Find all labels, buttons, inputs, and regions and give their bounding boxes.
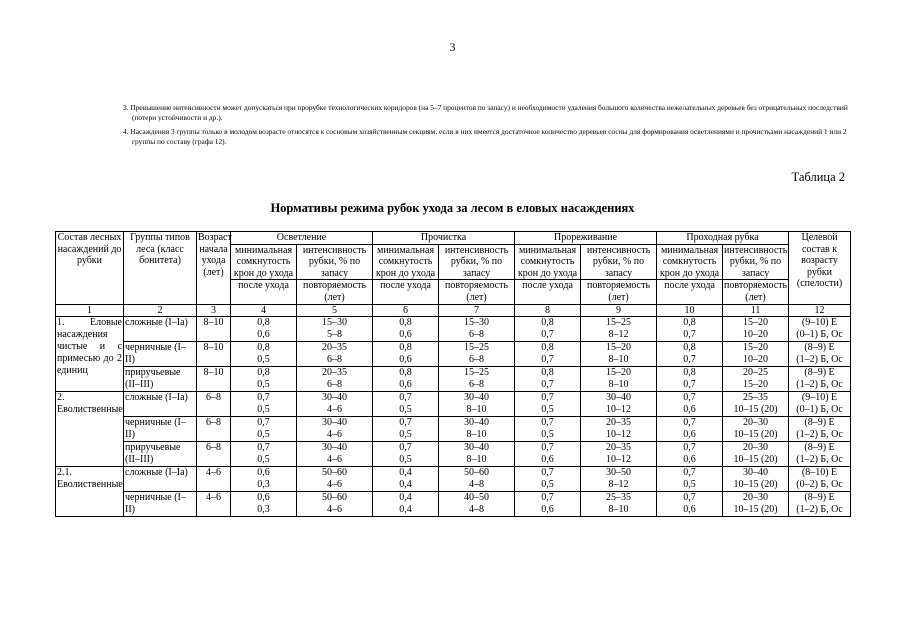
value-line: 50–60 (464, 466, 490, 478)
value-line: 0,8 (541, 366, 554, 378)
header-after-care: после ухода (231, 280, 297, 304)
start-age-cell: 8–10 (197, 316, 231, 341)
value-line: 10–15 (20) (733, 453, 778, 465)
value-line: 8–12 (608, 478, 629, 490)
value-cell-c6 (373, 441, 439, 466)
value-cell-c6 (373, 366, 439, 391)
forest-type-cell: сложные (I–Ia) (124, 466, 197, 491)
value-cell-c5 (297, 491, 373, 516)
header-intensity: интенсивность рубки, % по запасу (297, 244, 373, 280)
value-line: 0,5 (399, 453, 412, 465)
table-row (56, 316, 851, 341)
value-cell-c6 (373, 466, 439, 491)
table-body (56, 316, 851, 516)
value-line: 0,7 (683, 353, 696, 365)
table-row (56, 491, 851, 516)
column-number: 7 (439, 304, 515, 316)
value-line: 0,5 (257, 403, 270, 415)
value-cell-c7 (439, 366, 515, 391)
value-cell-c10 (657, 341, 723, 366)
column-number: 11 (723, 304, 789, 316)
header-composition: Состав лесных насаждений до рубки (56, 232, 124, 305)
value-line: 20–35 (606, 441, 632, 453)
column-number: 5 (297, 304, 373, 316)
start-age-cell: 4–6 (197, 466, 231, 491)
value-line: 0,6 (541, 453, 554, 465)
start-age-cell: 8–10 (197, 341, 231, 366)
value-line: (8–9) Е (804, 416, 835, 428)
value-cell-c9 (581, 316, 657, 341)
header-repeat: повторяемость (лет) (581, 280, 657, 304)
value-line: 0,6 (257, 466, 270, 478)
start-age-cell: 6–8 (197, 441, 231, 466)
value-line: 0,6 (683, 503, 696, 515)
value-line: 4–6 (327, 403, 342, 415)
value-line: 0,8 (683, 341, 696, 353)
value-cell-c10 (657, 366, 723, 391)
norms-table (55, 231, 851, 517)
value-cell-c11 (723, 491, 789, 516)
value-line: 8–10 (608, 503, 629, 515)
value-line: 0,8 (683, 366, 696, 378)
value-line: 15–20 (743, 341, 769, 353)
value-line: 30–40 (322, 391, 347, 403)
column-number: 12 (789, 304, 851, 316)
value-line: (9–10) Е (801, 391, 838, 403)
header-after-care: после ухода (515, 280, 581, 304)
value-line: 10–20 (743, 353, 769, 365)
footnotes (120, 103, 860, 151)
value-cell-c4 (231, 491, 297, 516)
value-line: 30–40 (464, 441, 490, 453)
column-number: 8 (515, 304, 581, 316)
value-cell-c11 (723, 441, 789, 466)
value-line: 0,7 (683, 416, 696, 428)
value-cell-c7 (439, 441, 515, 466)
value-line: 4–8 (469, 478, 485, 490)
value-line: (8–10) Е (801, 466, 838, 478)
value-cell-c4 (231, 316, 297, 341)
value-cell-c11 (723, 416, 789, 441)
value-line: 6–8 (327, 378, 342, 390)
value-line: 0,7 (541, 441, 554, 453)
value-line: 0,6 (683, 453, 696, 465)
value-line: 25–35 (743, 391, 769, 403)
value-line: 5–8 (327, 328, 342, 340)
value-line: 20–35 (322, 366, 347, 378)
value-cell-c9 (581, 466, 657, 491)
value-line: (1–2) Б, Ос (796, 453, 843, 465)
column-number: 2 (124, 304, 197, 316)
value-line: 30–40 (322, 441, 347, 453)
value-cell-c7 (439, 466, 515, 491)
value-cell-c12 (789, 366, 851, 391)
value-line: 8–10 (466, 403, 487, 415)
value-cell-c4 (231, 366, 297, 391)
value-line: (1–2) Б, Ос (796, 503, 843, 515)
value-line: 0,6 (257, 491, 270, 503)
header-group-prohodnaya: Проходная рубка (657, 232, 789, 245)
value-line: 0,6 (541, 503, 554, 515)
composition-cell: 2. Еволиственные (56, 391, 124, 466)
value-cell-c4 (231, 466, 297, 491)
start-age-cell: 4–6 (197, 491, 231, 516)
value-cell-c6 (373, 391, 439, 416)
forest-type-cell: сложные (I–Ia) (124, 391, 197, 416)
header-min-density: минимальная сомкнутость крон до ухода (373, 244, 439, 280)
value-line: (0–1) Б, Ос (796, 403, 843, 415)
value-line: 0,7 (541, 328, 554, 340)
value-line: 6–8 (469, 328, 485, 340)
column-number: 3 (197, 304, 231, 316)
column-number: 10 (657, 304, 723, 316)
value-line: 15–20 (743, 378, 769, 390)
value-line: 0,4 (399, 466, 412, 478)
value-cell-c7 (439, 416, 515, 441)
value-line: 0,7 (541, 416, 554, 428)
header-repeat: повторяемость (лет) (297, 280, 373, 304)
value-line: (8–9) Е (804, 366, 835, 378)
value-cell-c6 (373, 316, 439, 341)
value-line: 20–30 (743, 416, 769, 428)
header-min-density: минимальная сомкнутость крон до ухода (515, 244, 581, 280)
value-cell-c8 (515, 441, 581, 466)
value-cell-c11 (723, 466, 789, 491)
value-cell-c12 (789, 391, 851, 416)
value-cell-c7 (439, 316, 515, 341)
header-min-density: минимальная сомкнутость крон до ухода (231, 244, 297, 280)
header-start-age: Возраст начала ухода (лет) (197, 232, 231, 305)
value-cell-c11 (723, 391, 789, 416)
header-group-prorezhivanie: Прореживание (515, 232, 657, 245)
value-cell-c7 (439, 491, 515, 516)
start-age-cell: 8–10 (197, 366, 231, 391)
value-cell-c11 (723, 341, 789, 366)
header-repeat: повторяемость (лет) (724, 280, 788, 303)
column-number: 9 (581, 304, 657, 316)
value-line: 0,7 (683, 391, 696, 403)
value-cell-c5 (297, 366, 373, 391)
value-cell-c12 (789, 416, 851, 441)
value-line: 0,7 (683, 441, 696, 453)
value-line: 4–8 (469, 503, 485, 515)
value-line: 0,7 (541, 391, 554, 403)
value-line: 15–25 (464, 366, 490, 378)
value-cell-c8 (515, 491, 581, 516)
value-line: 0,6 (399, 378, 412, 390)
value-line: 0,8 (257, 366, 270, 378)
column-number: 4 (231, 304, 297, 316)
value-cell-c10 (657, 316, 723, 341)
value-line: 0,8 (541, 316, 554, 328)
forest-type-cell: черничные (I–II) (124, 491, 197, 516)
value-cell-c10 (657, 491, 723, 516)
value-line: (0–1) Б, Ос (796, 328, 843, 340)
value-line: 8–10 (608, 378, 629, 390)
value-line: 20–35 (322, 341, 347, 353)
value-cell-c4 (231, 341, 297, 366)
header-group-osvetlenie: Осветление (231, 232, 373, 245)
value-line: 15–20 (606, 366, 632, 378)
value-cell-c5 (297, 466, 373, 491)
value-line: 0,7 (683, 378, 696, 390)
value-line: 6–8 (327, 353, 342, 365)
value-line: 10–15 (20) (733, 428, 778, 440)
value-cell-c9 (581, 491, 657, 516)
value-line: 4–6 (327, 478, 342, 490)
value-line: 0,8 (399, 316, 412, 328)
value-cell-c4 (231, 441, 297, 466)
value-cell-c8 (515, 466, 581, 491)
value-line: 0,7 (541, 378, 554, 390)
value-line: 0,5 (399, 403, 412, 415)
value-cell-c7 (439, 341, 515, 366)
value-cell-c11 (723, 366, 789, 391)
value-line: (8–9) Е (804, 491, 835, 503)
forest-type-cell: сложные (I–Ia) (124, 316, 197, 341)
header-repeat: повторяемость (лет) (439, 280, 515, 304)
value-line: 40–50 (464, 491, 490, 503)
value-line: 0,6 (399, 353, 412, 365)
value-line: 10–20 (743, 328, 769, 340)
value-line: 15–25 (464, 341, 490, 353)
value-cell-c6 (373, 341, 439, 366)
header-after-care: после ухода (657, 280, 723, 304)
value-cell-c8 (515, 416, 581, 441)
table-row (56, 366, 851, 391)
footnote-3: 3. Превышение интенсивности может допускаться при прорубке технологических коридоров (на 5–7 процентов по запасу) и необходимости удаления большого количества нежелательных деревьев без отрицательных последствий (потери устойчивости и др.). (123, 103, 848, 122)
value-cell-c5 (297, 316, 373, 341)
value-line: 0,6 (257, 328, 270, 340)
value-line: 0,3 (257, 478, 270, 490)
value-line: 0,6 (683, 403, 696, 415)
value-line: 0,8 (399, 341, 412, 353)
value-line: 10–12 (606, 428, 632, 440)
value-line: 0,3 (257, 503, 270, 515)
value-line: 0,5 (541, 428, 554, 440)
value-line: 20–35 (606, 416, 632, 428)
value-line: 0,7 (257, 391, 270, 403)
forest-type-cell: приручьевые (II–III) (124, 366, 197, 391)
value-line: (9–10) Е (801, 316, 838, 328)
page-number: 3 (449, 40, 456, 54)
value-line: 10–15 (20) (733, 478, 778, 490)
value-line: 15–20 (743, 316, 769, 328)
forest-type-cell: приручьевые (II–III) (124, 441, 197, 466)
value-line: 0,7 (257, 441, 270, 453)
value-line: (8–9) Е (804, 341, 835, 353)
value-cell-c9 (581, 391, 657, 416)
value-line: 0,7 (541, 353, 554, 365)
value-line: 0,7 (399, 441, 412, 453)
value-cell-c7 (439, 391, 515, 416)
value-line: (0–2) Б, Ос (796, 478, 843, 490)
value-line: 0,4 (399, 503, 412, 515)
value-line: 0,5 (541, 403, 554, 415)
value-cell-c9 (581, 366, 657, 391)
value-cell-c10 (657, 441, 723, 466)
value-line: 0,4 (399, 478, 412, 490)
value-line: 0,5 (257, 453, 270, 465)
value-cell-c9 (581, 416, 657, 441)
value-line: 6–8 (469, 353, 485, 365)
start-age-cell: 6–8 (197, 391, 231, 416)
table-label: Таблица 2 (791, 170, 845, 184)
value-line: 25–35 (606, 491, 632, 503)
header-intensity: интенсивность рубки, % по запасу (724, 244, 788, 279)
value-line: 30–40 (322, 416, 347, 428)
value-cell-c6 (373, 416, 439, 441)
table-row (56, 391, 851, 416)
value-line: 0,7 (683, 466, 696, 478)
value-line: 0,7 (683, 491, 696, 503)
value-cell-c8 (515, 341, 581, 366)
value-line: 0,5 (541, 478, 554, 490)
value-cell-c9 (581, 441, 657, 466)
value-cell-c8 (515, 391, 581, 416)
value-line: 0,8 (257, 316, 270, 328)
header-min-density: минимальная сомкнутость крон до ухода (657, 244, 723, 280)
value-cell-c4 (231, 391, 297, 416)
value-line: 30–50 (606, 466, 632, 478)
value-cell-c12 (789, 491, 851, 516)
value-cell-c12 (789, 466, 851, 491)
value-line: 30–40 (464, 416, 490, 428)
value-line: 0,5 (683, 478, 696, 490)
value-cell-c5 (297, 441, 373, 466)
value-line: 0,8 (399, 366, 412, 378)
value-line: 0,7 (541, 491, 554, 503)
value-line: 4–6 (327, 503, 342, 515)
value-cell-c11 (723, 316, 789, 341)
header-forest-type: Группы типов леса (класс бонитета) (124, 232, 197, 305)
start-age-cell: 6–8 (197, 416, 231, 441)
header-target-composition: Целевой состав к возрасту рубки (спелости) (789, 232, 851, 305)
forest-type-cell: черничные (I–II) (124, 416, 197, 441)
value-line: 0,7 (257, 416, 270, 428)
header-intensity: интенсивность рубки, % по запасу (581, 244, 657, 280)
table-row (56, 441, 851, 466)
value-cell-c12 (789, 441, 851, 466)
value-cell-c10 (657, 416, 723, 441)
table-row (56, 466, 851, 491)
value-cell-c10 (657, 391, 723, 416)
value-line: 4–6 (327, 428, 342, 440)
header-intensity: интенсивность рубки, % по запасу (439, 244, 515, 280)
value-line: 20–30 (743, 441, 769, 453)
value-line: 8–12 (608, 328, 629, 340)
value-line: 0,5 (257, 378, 270, 390)
value-line: 0,8 (257, 341, 270, 353)
value-line: 6–8 (469, 378, 485, 390)
value-line: 0,8 (683, 316, 696, 328)
table-title: Нормативы режима рубок ухода за лесом в еловых насаждениях (270, 201, 635, 215)
header-group-prochistka: Прочистка (373, 232, 515, 245)
value-cell-c9 (581, 341, 657, 366)
value-cell-c8 (515, 316, 581, 341)
forest-type-cell: черничные (I–II) (124, 341, 197, 366)
column-number-row (56, 304, 851, 316)
value-line: 10–15 (20) (733, 503, 778, 515)
value-line: (1–2) Б, Ос (796, 353, 843, 365)
value-line: 0,6 (683, 428, 696, 440)
value-line: 15–30 (464, 316, 490, 328)
value-line: 10–15 (20) (733, 403, 778, 415)
value-cell-c5 (297, 391, 373, 416)
value-cell-c10 (657, 466, 723, 491)
table-row (56, 416, 851, 441)
value-cell-c4 (231, 416, 297, 441)
value-line: 8–10 (466, 428, 487, 440)
value-line: 50–60 (322, 466, 347, 478)
value-line: 0,5 (399, 428, 412, 440)
value-line: 0,5 (257, 353, 270, 365)
column-number: 1 (56, 304, 124, 316)
composition-cell: 2.1. Еволиственные (56, 466, 124, 516)
value-line: 0,7 (541, 466, 554, 478)
value-cell-c6 (373, 491, 439, 516)
value-line: (1–2) Б, Ос (796, 428, 843, 440)
value-line: 15–20 (606, 341, 632, 353)
value-line: 10–12 (606, 403, 632, 415)
value-line: (1–2) Б, Ос (796, 378, 843, 390)
value-line: 0,7 (683, 328, 696, 340)
value-line: 50–60 (322, 491, 347, 503)
value-cell-c8 (515, 366, 581, 391)
value-cell-c12 (789, 341, 851, 366)
composition-cell: 1. Еловые насаждения чистые и с примесью до 2 единиц (56, 316, 124, 391)
header-after-care: после ухода (373, 280, 439, 304)
value-cell-c5 (297, 341, 373, 366)
column-number: 6 (373, 304, 439, 316)
table-row (56, 341, 851, 366)
value-line: 30–40 (743, 466, 769, 478)
footnote-4: 4. Насаждения 3 группы только в молодом возрасте относятся к сосновым хозяйственным секциям, если в них имеется достаточное количество деревьев сосны для формирования осветлениями и прочистками насаждений 1 или 2 группы по составу (графа 12). (123, 127, 847, 146)
value-line: 0,7 (399, 391, 412, 403)
value-line: 4–6 (327, 453, 342, 465)
value-line: 0,8 (541, 341, 554, 353)
value-line: 0,6 (399, 328, 412, 340)
value-line: 30–40 (464, 391, 490, 403)
value-cell-c12 (789, 316, 851, 341)
value-line: 8–10 (608, 353, 629, 365)
value-line: 8–10 (466, 453, 487, 465)
value-line: 15–30 (322, 316, 347, 328)
value-line: 0,5 (257, 428, 270, 440)
value-line: (8–9) Е (804, 441, 835, 453)
value-line: 20–30 (743, 491, 769, 503)
value-line: 30–40 (606, 391, 632, 403)
value-line: 0,4 (399, 491, 412, 503)
value-line: 15–25 (606, 316, 632, 328)
value-line: 0,7 (399, 416, 412, 428)
value-cell-c5 (297, 416, 373, 441)
value-line: 10–12 (606, 453, 632, 465)
value-line: 20–25 (743, 366, 769, 378)
